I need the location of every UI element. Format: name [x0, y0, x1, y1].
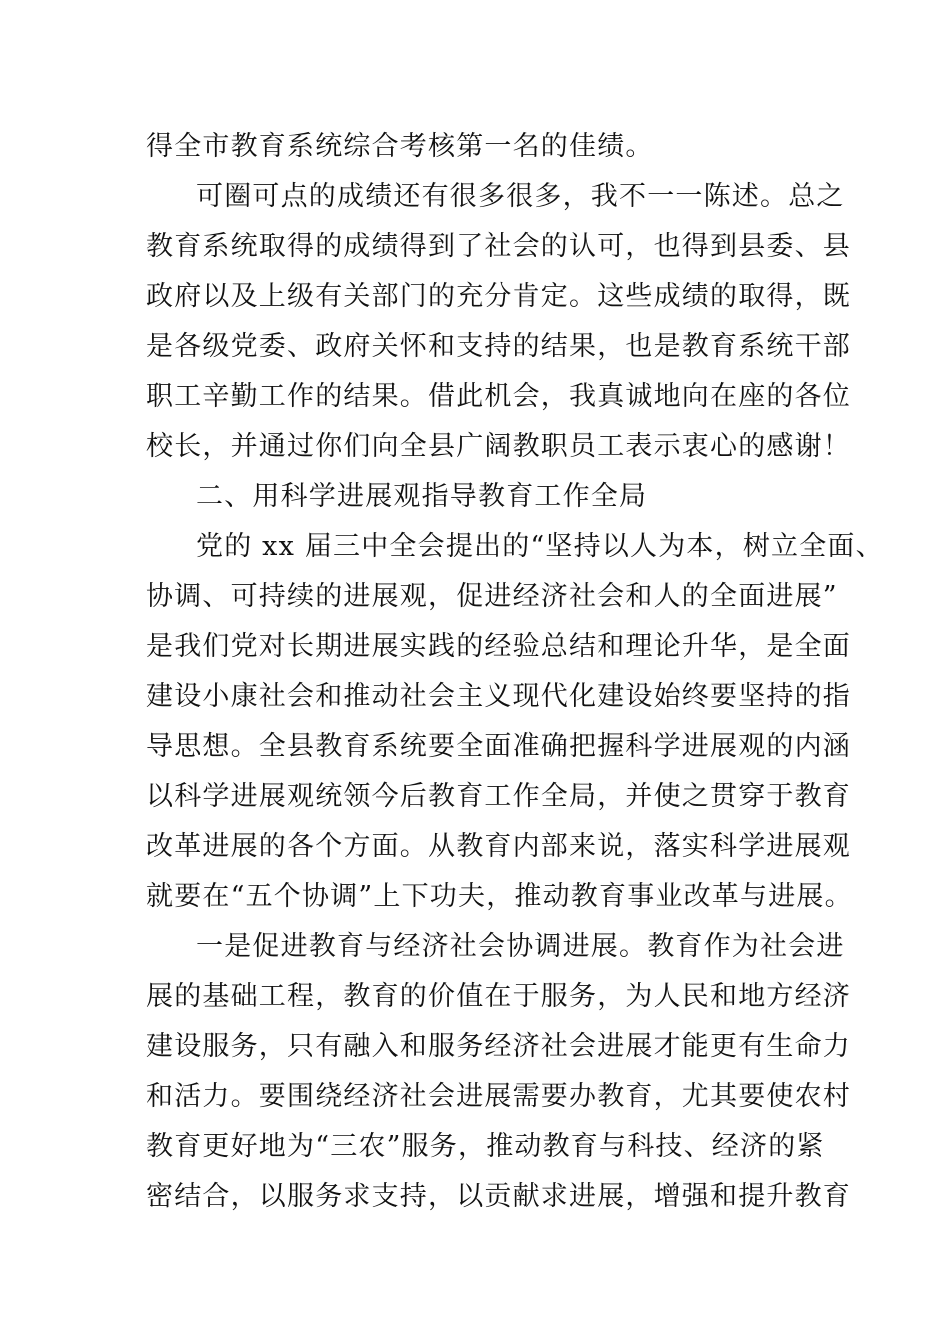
- text-line-1: 得全市教育系统综合考核第一名的佳绩。: [146, 131, 654, 162]
- text-line-15: 改革进展的各个方面。从教育内部来说，落实科学进展观: [146, 831, 851, 862]
- text-line-3: 教育系统取得的成绩得到了社会的认可，也得到县委、县: [146, 231, 851, 262]
- text-line-7: 校长，并通过你们向全县广阔教职员工表示衷心的感谢！: [146, 431, 851, 462]
- text-line-19: 建设服务，只有融入和服务经济社会进展才能更有生命力: [146, 1031, 851, 1062]
- text-line-11: 是我们党对长期进展实践的经验总结和理论升华，是全面: [146, 631, 851, 662]
- text-line-13: 导思想。全县教育系统要全面准确把握科学进展观的内涵: [146, 731, 851, 762]
- text-line-22: 密结合，以服务求支持，以贡献求进展，增强和提升教育: [146, 1181, 851, 1212]
- text-line-4: 政府以及上级有关部门的充分肯定。这些成绩的取得，既: [146, 281, 851, 312]
- text-line-6: 职工辛勤工作的结果。借此机会，我真诚地向在座的各位: [146, 381, 851, 412]
- text-line-17: 一是促进教育与经济社会协调进展。教育作为社会进: [196, 931, 845, 962]
- text-line-5: 是各级党委、政府关怀和支持的结果，也是教育系统干部: [146, 331, 851, 362]
- text-line-2: 可圈可点的成绩还有很多很多，我不一一陈述。总之: [196, 181, 845, 212]
- text-line-16: 就要在“五个协调”上下功夫，推动教育事业改革与进展。: [146, 881, 853, 912]
- text-line-14: 以科学进展观统领今后教育工作全局，并使之贯穿于教育: [146, 781, 851, 812]
- text-line-20: 和活力。要围绕经济社会进展需要办教育，尤其要使农村: [146, 1081, 851, 1112]
- text-line-10: 协调、可持续的进展观，促进经济社会和人的全面进展”: [146, 581, 838, 612]
- text-line-9: 党的 xx 届三中全会提出的“坚持以人为本，树立全面、: [196, 531, 884, 562]
- text-line-18: 展的基础工程，教育的价值在于服务，为人民和地方经济: [146, 981, 851, 1012]
- text-line-21: 教育更好地为“三农”服务，推动教育与科技、经济的紧: [146, 1131, 825, 1162]
- section-heading: 二、用科学进展观指导教育工作全局: [196, 481, 648, 512]
- text-line-12: 建设小康社会和推动社会主义现代化建设始终要坚持的指: [146, 681, 851, 712]
